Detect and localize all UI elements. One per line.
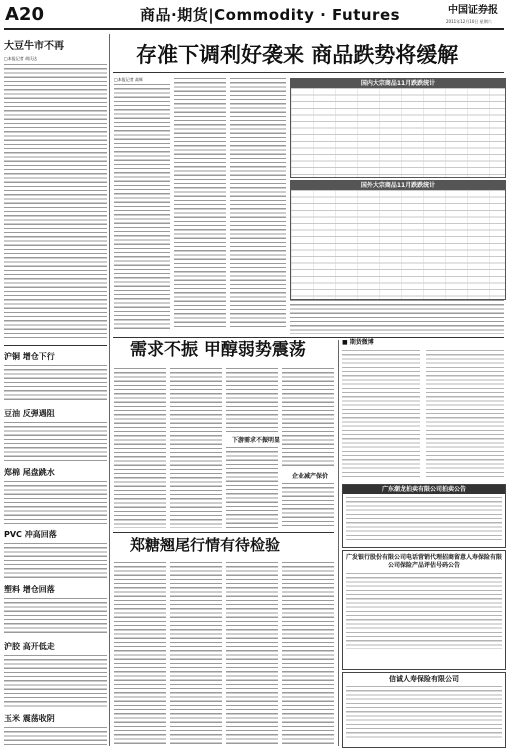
feature-col3-bottom [226, 447, 278, 528]
column-body-text [4, 64, 107, 340]
feature2-col2 [170, 562, 222, 746]
domestic-table [290, 78, 506, 178]
feature-col3-top [226, 368, 278, 432]
feature-col4-top [282, 368, 334, 468]
feature-subhead-1: 下游需求不振明显 [232, 437, 281, 444]
brief-body-pvc [4, 543, 107, 579]
feature2-headline: 郑糖翘尾行情有待检验 [130, 536, 281, 554]
left-column-separator [109, 34, 110, 746]
page-number: A20 [5, 4, 44, 25]
bank-notice-body [346, 573, 502, 649]
foreign-table [290, 180, 506, 300]
feature2-col1 [114, 562, 166, 746]
brief-title-plastic: 塑料 增仓回落 [4, 585, 55, 594]
masthead-rule [4, 28, 504, 30]
brief-title-cotton: 郑棉 尾盘跳水 [4, 468, 55, 477]
brief-body-plastic [4, 598, 107, 636]
weibo-box-text-right [426, 350, 504, 478]
main-story-col1 [114, 84, 170, 330]
brief-title-soyoil: 豆油 反弹遇阻 [4, 409, 55, 418]
main-story-col2 [174, 78, 226, 330]
domestic-table-body [291, 88, 505, 177]
foreign-table-title: 国外大宗商品11月跌跌统计 [291, 181, 505, 190]
feature-subhead-2: 企业减产保价 [292, 473, 329, 480]
left-column [4, 34, 107, 746]
feature-col4-bottom [282, 483, 334, 528]
feature-col1 [114, 368, 166, 528]
futures-weibo-box [342, 340, 504, 480]
column-byline: □本报记者 胡氏达 [4, 56, 38, 61]
bank-notice-title: 广发银行股份有限公司电话营销代理招商留意人寿保险有限公司保险产品评估号码公告 [346, 554, 503, 569]
headline-rule [113, 72, 504, 73]
feature2-col4 [282, 562, 334, 746]
main-story-col4-under-table [290, 300, 504, 334]
feature2-rule [113, 532, 334, 533]
insurance-ad-title: 信诚人寿保险有限公司 [389, 675, 459, 683]
newspaper-name: 中国证券报 [448, 5, 498, 16]
right-column-separator [338, 340, 339, 746]
auction-notice [342, 484, 506, 548]
brief-title-copper: 沪铜 增仓下行 [4, 352, 55, 361]
auction-body [346, 497, 502, 543]
domestic-table-title: 国内大宗商品11月跌跌统计 [291, 79, 505, 88]
insurance-ad [342, 672, 506, 748]
bank-notice [342, 550, 506, 670]
column-divider [4, 345, 107, 346]
brief-body-rubber [4, 655, 107, 707]
main-headline: 存准下调利好袭来 商品跌势将缓解 [136, 42, 459, 67]
section-title: 商品·期货|Commodity · Futures [140, 6, 401, 24]
feature-col2 [170, 368, 222, 528]
main-story-col3 [230, 78, 286, 330]
auction-title: 广东潮龙拍卖有限公司拍卖公告 [343, 485, 505, 494]
brief-body-copper [4, 365, 107, 403]
feature-headline: 需求不振 甲醇弱势震荡 [130, 340, 306, 360]
weibo-box-title: ■ 期货微博 [342, 339, 374, 346]
brief-title-corn: 玉米 震荡收阴 [4, 714, 55, 723]
feature2-col3 [226, 562, 278, 746]
brief-body-soyoil [4, 422, 107, 462]
weibo-box-text-left [342, 350, 420, 478]
column-title: 大豆牛市不再 [4, 41, 64, 52]
main-story-byline: □本报记者 高辉 [114, 77, 144, 82]
brief-title-pvc: PVC 冲高回落 [4, 530, 57, 539]
mid-rule [113, 337, 504, 338]
foreign-table-body [291, 190, 505, 299]
brief-title-rubber: 沪胶 高开低走 [4, 642, 55, 651]
brief-body-corn [4, 727, 107, 746]
issue-line: 2011年12月10日 星期六 [446, 19, 492, 24]
insurance-ad-body [346, 686, 502, 740]
brief-body-cotton [4, 481, 107, 525]
